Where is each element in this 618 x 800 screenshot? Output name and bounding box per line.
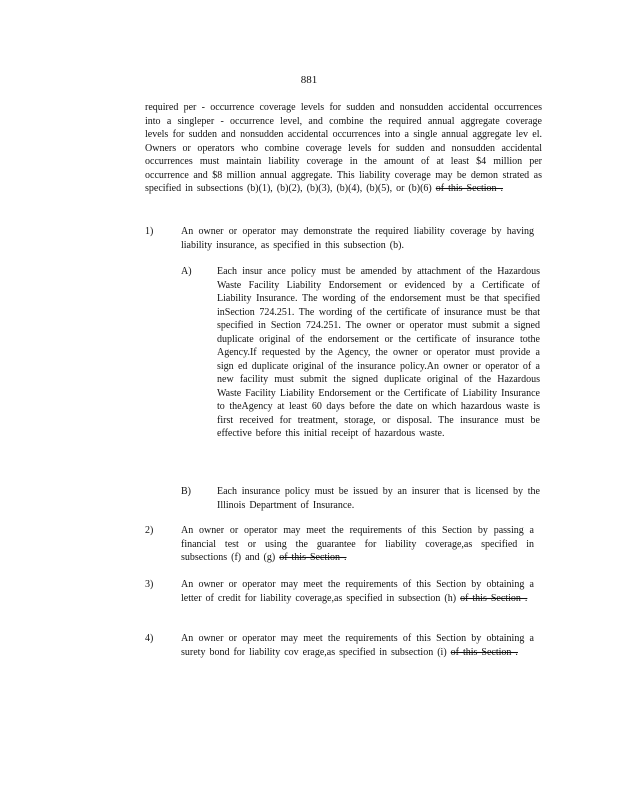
subitem-b-paragraph (217, 485, 540, 512)
item-3-number: 3) (145, 579, 154, 590)
item-2-paragraph (181, 524, 534, 565)
item-4-text: An owner or operator may meet the requirements of this Section by obtaining a surety bond for liability cov erage,as specified in subsection (i) (181, 633, 534, 658)
intro-paragraph (145, 101, 542, 196)
item-1-paragraph (181, 225, 534, 252)
item-3-paragraph (181, 578, 534, 605)
subitem-b-letter: B) (181, 486, 191, 497)
item-2-number: 2) (145, 525, 154, 536)
item-1-number: 1) (145, 226, 154, 237)
item-2-struck-text: of this Section . (279, 552, 347, 563)
subitem-b-text: Each insurance policy must be issued by an insurer that is licensed by the Illinois Department of Insurance. (217, 486, 540, 511)
subitem-a-text: Each insur ance policy must be amended by attachment of the Hazardous Waste Facility Liability Endorsement or evidenced by a Certificate of Liability Insurance. The wording of the endorsement must be that specified inSection 724.251. The wording of the certificate of insurance must be that specified in Section 724.251. The owner or operator must submit a signed duplicate original of the endorsement or the certificate of insurance tothe Agency.If requested by the Agency, the owner or operator must provide a sign ed duplicate original of the insurance policy.An owner or operator of a new facility must submit the signed duplicate original of the Hazardous Waste Facility Liability Endorsement or the Certificate of Liability Insurance to theAgency at least 60 days before the date on which hazardous waste is first received for treatment, storage, or disposal. The insurance must be effective before this initial receipt of hazardous waste. (217, 266, 540, 439)
item-3-struck-text: of this Section . (460, 592, 528, 604)
subitem-a-paragraph (217, 265, 540, 441)
intro-struck-text: of this Section . (435, 183, 504, 194)
item-1-text: An owner or operator may demonstrate the required liability coverage by having liability insurance, as specified in this subsection (b). (181, 226, 534, 251)
item-4-paragraph (181, 632, 534, 659)
item-2-text: An owner or operator may meet the requirements of this Section by passing a financial test or using the guarantee for liability coverage,as specified in subsections (f) and (g) (181, 525, 534, 563)
page-number: 881 (300, 74, 318, 86)
subitem-a-letter: A) (181, 266, 192, 277)
item-4-struck-text: of this Section . (450, 646, 518, 658)
item-3-text: An owner or operator may meet the requirements of this Section by obtaining a letter of credit for liability coverage,as specified in subsection (h) (181, 579, 534, 604)
intro-text: required per - occurrence coverage levels for sudden and nonsudden accidental occurrences into a singleper - occurrence level, and combine the required annual aggregate coverage levels for sudden and nonsudden accidental occurrences into a single annual aggregate lev el. Owners or operators who combine coverage levels for sudden and nonsudden accidental occurrences must maintain liability coverage in the amount of at least $4 million per occurrence and $8 million annual aggregate. This liability coverage may be demon strated as specified in subsections (b)(1), (b)(2), (b)(3), (b)(4), (b)(5), or (b)(6) (145, 102, 542, 194)
item-4-number: 4) (145, 633, 154, 644)
